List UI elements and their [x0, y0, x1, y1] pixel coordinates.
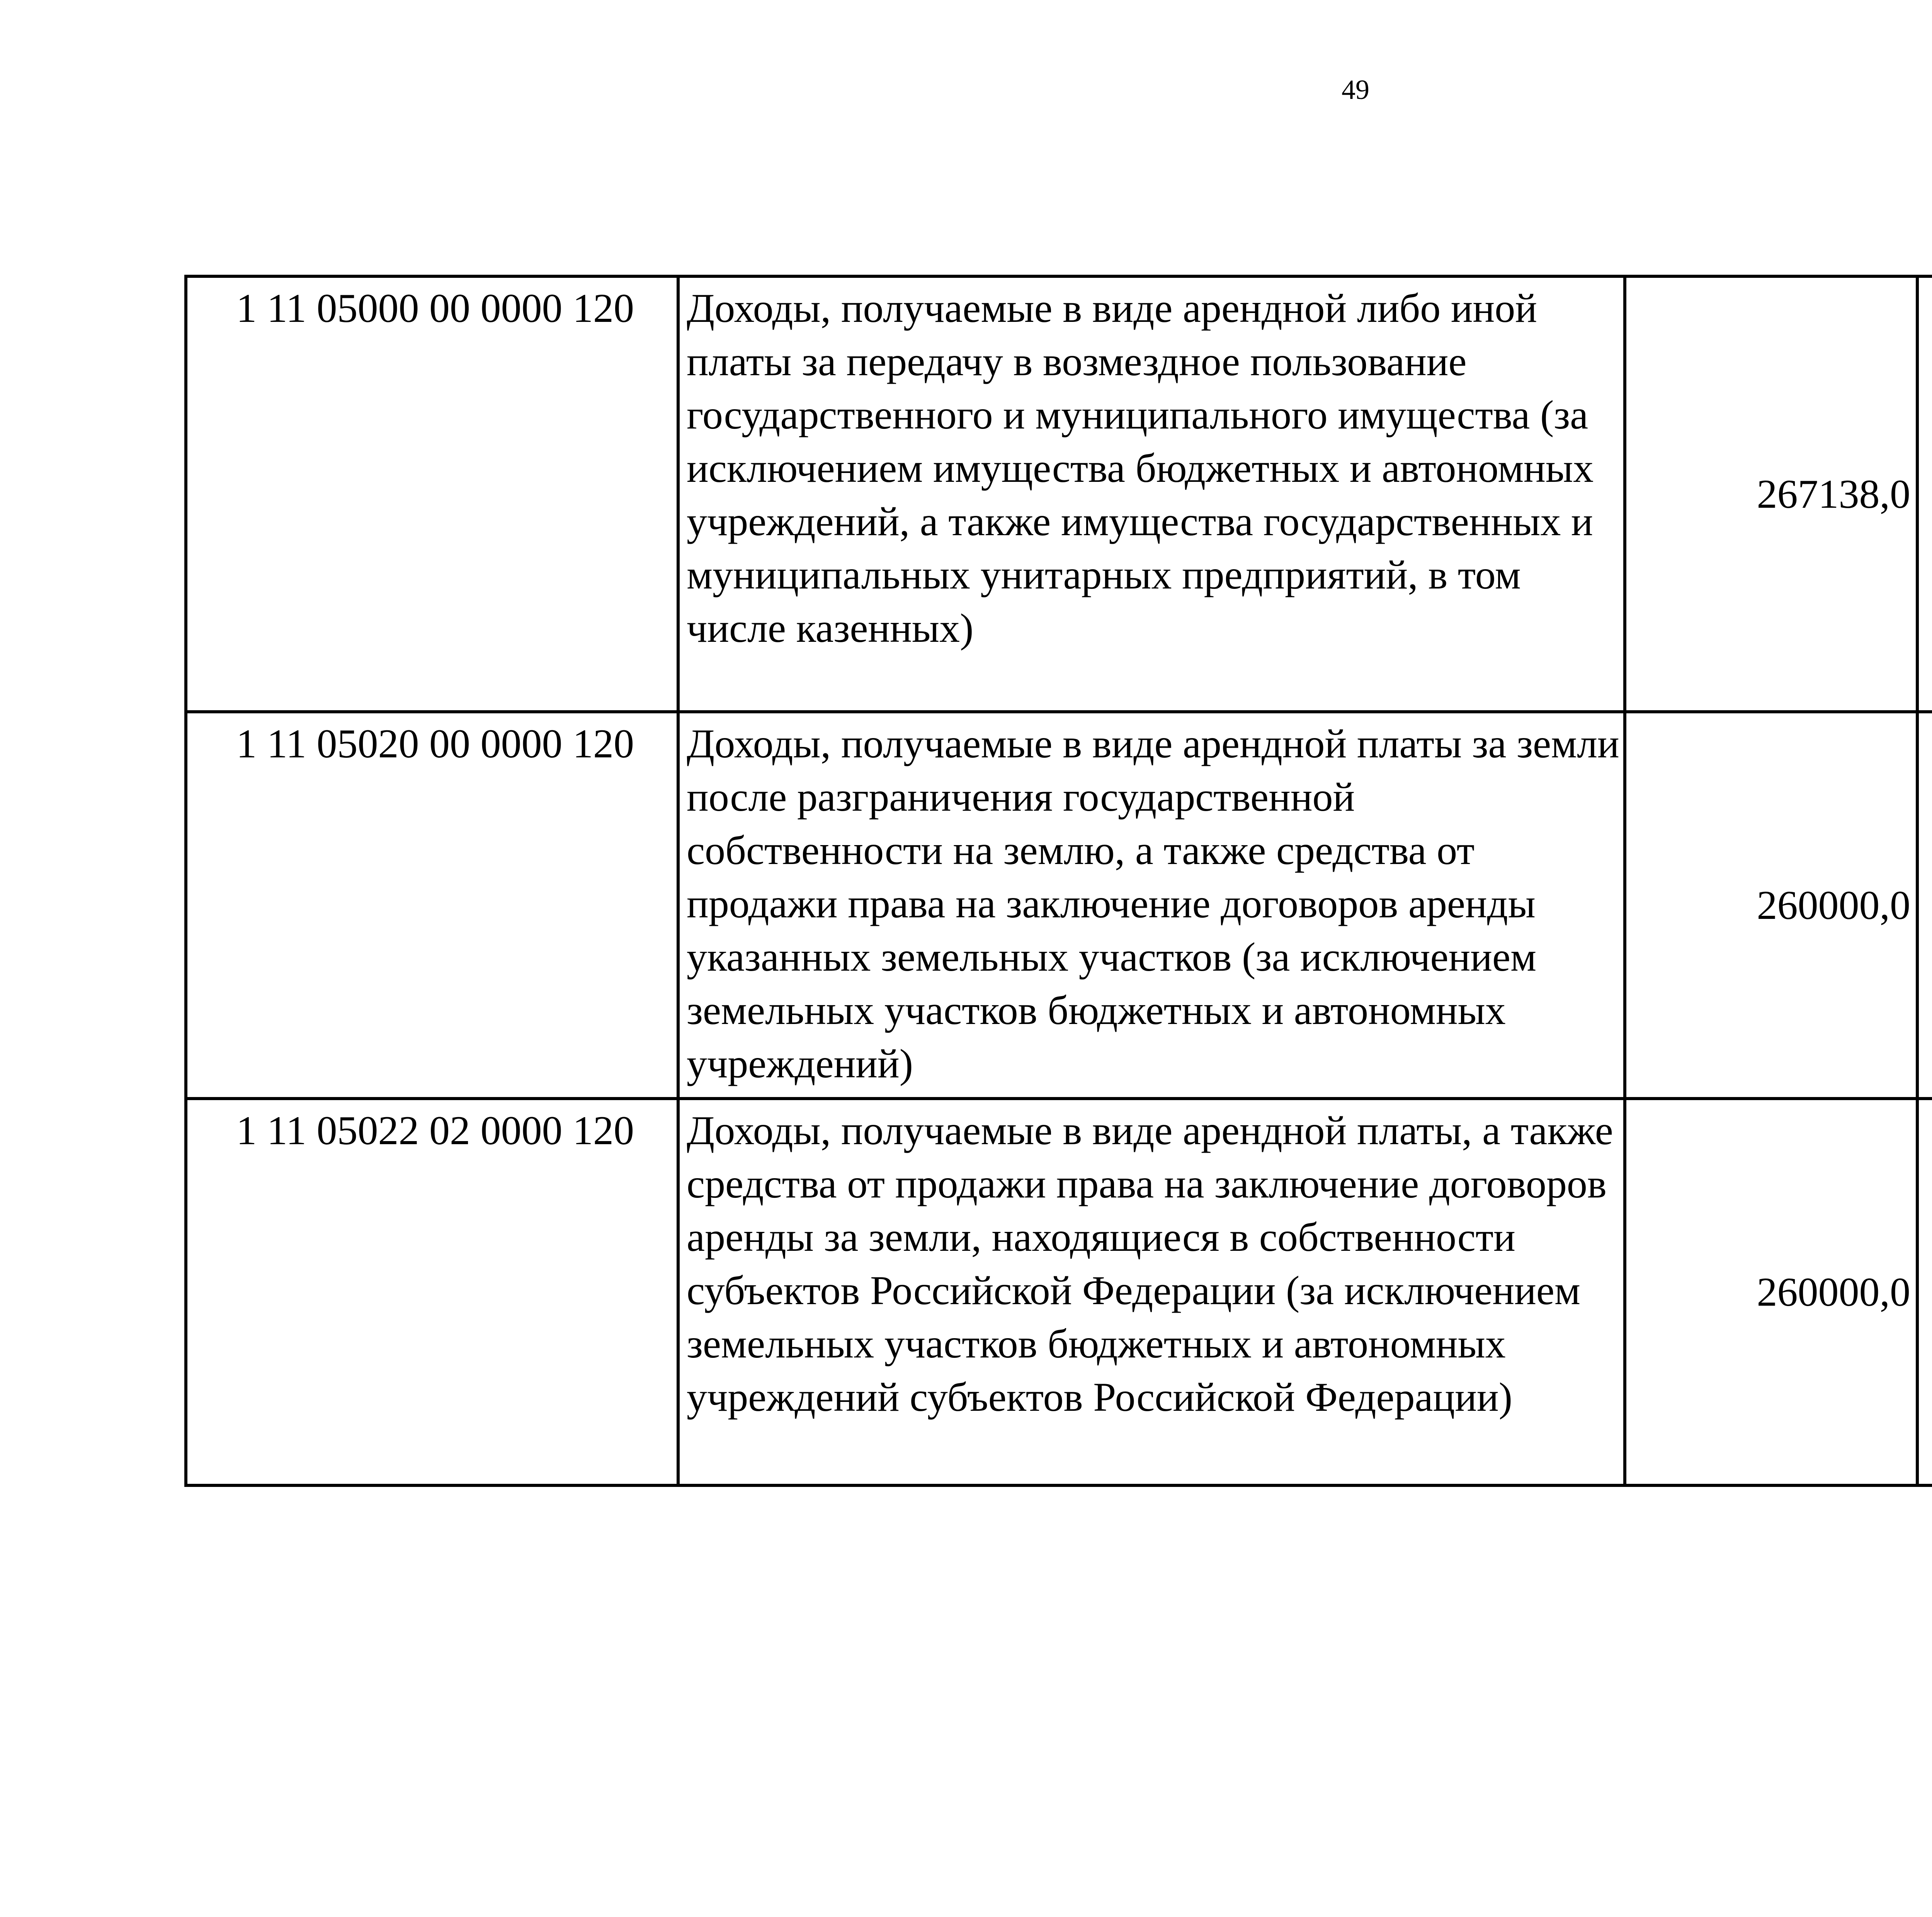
amount-cell-year-1: 267138,0	[1625, 276, 1917, 712]
amount-cell-year-1: 260000,0	[1625, 1099, 1917, 1485]
table-row	[186, 712, 1932, 1099]
table-row	[186, 276, 1932, 712]
budget-code-cell: 1 11 05000 00 0000 120	[186, 276, 678, 712]
revenue-description-cell: Доходы, получаемые в виде арендной либо иной платы за передачу в возмездное пользование государственного и муниципального имущества (за исключением имущества бюджетных и автономных учреждений, а также имущества государственных и муниципальных унитарных предприятий, в том числе казенных)	[678, 276, 1625, 712]
revenue-description-cell: Доходы, получаемые в виде арендной платы, а также средства от продажи права на заключение договоров аренды за земли, находящиеся в собственности субъектов Российской Федерации (за исключением земельных участков бюджетных и автономных учреждений субъектов Российской Федерации)	[678, 1099, 1625, 1485]
revenue-table	[184, 275, 1932, 1487]
budget-code-cell: 1 11 05020 00 0000 120	[186, 712, 678, 1099]
amount-cell-year-2	[1917, 276, 1932, 712]
revenue-description-cell: Доходы, получаемые в виде арендной платы за земли после разграничения государственной собственности на землю, а также средства от продажи права на заключение договоров аренды указанных земельных участков (за исключением земельных участков бюджетных и автономных учреждений)	[678, 712, 1625, 1099]
amount-cell-year-2	[1917, 1099, 1932, 1485]
budget-code-cell: 1 11 05022 02 0000 120	[186, 1099, 678, 1485]
page-number: 49	[1342, 74, 1369, 105]
table-row	[186, 1099, 1932, 1485]
amount-cell-year-2	[1917, 712, 1932, 1099]
amount-cell-year-1: 260000,0	[1625, 712, 1917, 1099]
